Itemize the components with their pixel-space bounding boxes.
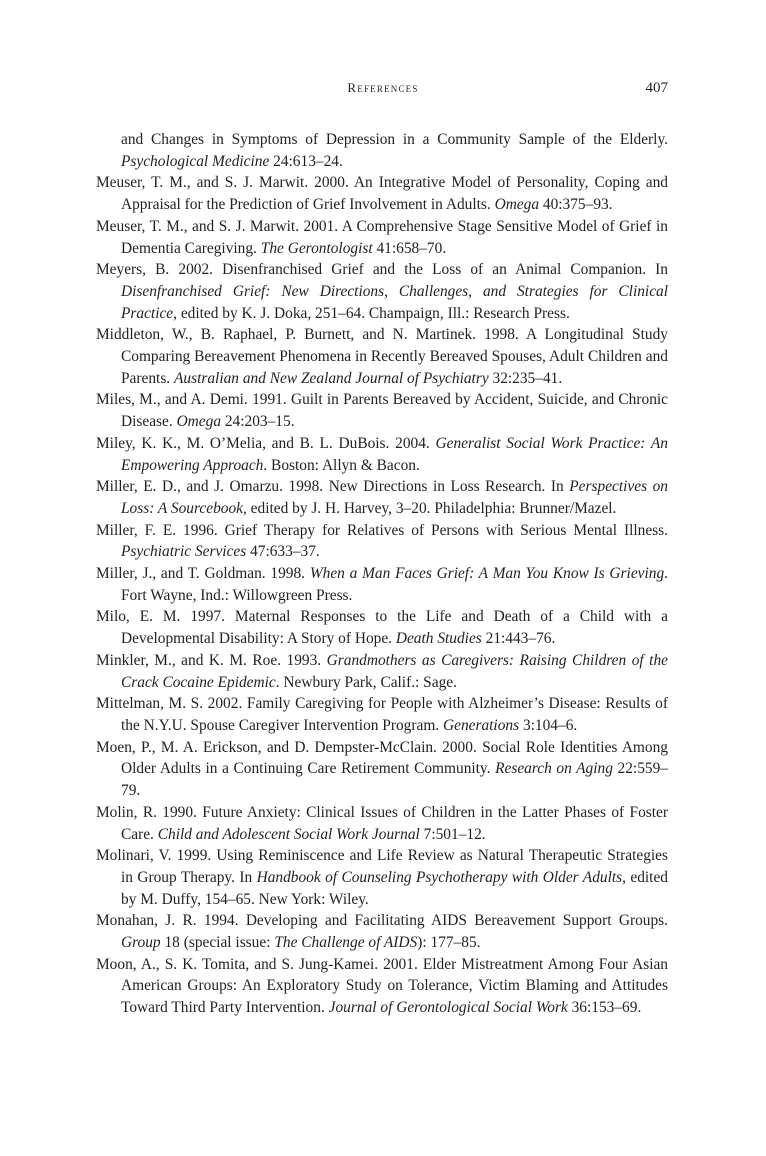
reference-title-italic: Disenfranchised Grief: New Directions, Challenges, and Strategies for Clinical Practice [121, 282, 668, 322]
reference-title-italic: Omega [176, 413, 222, 431]
reference-text: . Fort Wayne, Ind.: Willowgreen Press. [121, 565, 669, 604]
reference-text: ): 177–85. [417, 934, 481, 952]
reference-title-italic: Australian and New Zealand Journal of Psychiatry [174, 369, 489, 387]
reference-text: Middleton, W., B. Raphael, P. Burnett, and N. Martinek. 1998. A Longitudinal Study Comparing Bereavement Phenomena in Recently Bereaved Spouses, Adult Children and Parents. [96, 326, 668, 387]
reference-text: 36:153–69. [567, 999, 642, 1017]
reference-text: Minkler, M., and K. M. Roe. 1993. [96, 651, 327, 669]
reference-text: 21:443–76. [481, 630, 556, 648]
reference-text: , edited by K. J. Doka, 251–64. Champaign, Ill.: Research Press. [173, 304, 570, 322]
reference-entry [96, 433, 668, 476]
reference-title-italic: Psychological Medicine [121, 152, 270, 170]
reference-text: 40:375–93. [539, 196, 613, 214]
reference-entry [96, 563, 668, 606]
reference-text: 24:613–24. [269, 152, 343, 170]
reference-text: Mittelman, M. S. 2002. Family Caregiving for People with Alzheimer’s Disease: Results of the N.Y.U. Spouse Caregiver Intervention Program. [96, 695, 668, 734]
reference-text: 24:203–15. [221, 413, 295, 431]
reference-text: Moon, A., S. K. Tomita, and S. Jung-Kamei. 2001. Elder Mistreatment Among Four Asian American Groups: An Exploratory Study on Tolerance, Victim Blaming and Attitudes Toward Third Party Intervention. [96, 955, 668, 1017]
reference-text: 22:559–79. [121, 760, 668, 800]
reference-entry [96, 954, 668, 1019]
reference-text: Molin, R. 1990. Future Anxiety: Clinical Issues of Children in the Latter Phases of Foster Care. [96, 803, 668, 843]
reference-text: Monahan, J. R. 1994. Developing and Facilitating AIDS Bereavement Support Groups. [96, 912, 668, 930]
reference-entry [96, 259, 668, 324]
reference-text: 41:658–70. [372, 239, 447, 257]
page-number: 407 [645, 80, 668, 96]
reference-title-italic: Child and Adolescent Social Work Journal [157, 825, 420, 843]
reference-text: Miles, M., and A. Demi. 1991. Guilt in Parents Bereaved by Accident, Suicide, and Chronic Disease. [96, 391, 668, 431]
reference-text: Meyers, B. 2002. Disenfranchised Grief and the Loss of an Animal Companion. In [96, 261, 668, 279]
reference-text: 7:501–12. [419, 825, 486, 843]
reference-title-italic: Research on Aging [495, 760, 613, 778]
reference-title-italic: When a Man Faces Grief: A Man You Know Is Grieving [309, 565, 665, 583]
reference-text: Milo, E. M. 1997. Maternal Responses to the Life and Death of a Child with a Developmental Disability: A Story of Hope. [96, 608, 668, 648]
running-title: References [347, 80, 419, 95]
reference-list [96, 129, 668, 1019]
reference-entry [96, 693, 668, 736]
reference-text: Moen, P., M. A. Erickson, and D. Dempster-McClain. 2000. Social Role Identities Among Older Adults in a Continuing Care Retirement Community. [96, 738, 668, 778]
reference-entry [96, 216, 668, 259]
reference-entry [96, 802, 668, 845]
reference-text: Miller, E. D., and J. Omarzu. 1998. New Directions in Loss Research. In [96, 478, 570, 496]
reference-text: . Newbury Park, Calif.: Sage. [275, 673, 457, 691]
reference-entry [96, 737, 668, 802]
reference-text: , edited by J. H. Harvey, 3–20. Philadelphia: Brunner/Mazel. [242, 499, 617, 517]
reference-entry [96, 172, 668, 215]
reference-title-italic: Psychiatric Services [121, 543, 247, 561]
reference-title-italic: Handbook of Counseling Psychotherapy with Older Adults [256, 868, 623, 886]
reference-entry [96, 520, 668, 563]
reference-text: 47:633–37. [246, 543, 320, 561]
reference-entry-continued [96, 129, 668, 172]
reference-title-italic: Death Studies [395, 630, 482, 648]
reference-text: 18 (special issue: [160, 934, 275, 952]
reference-entry [96, 650, 668, 693]
reference-text: Miller, J., and T. Goldman. 1998. [96, 565, 310, 583]
reference-title-italic: Omega [494, 196, 540, 214]
reference-text: and Changes in Symptoms of Depression in a Community Sample of the Elderly. [121, 131, 668, 148]
reference-entry [96, 606, 668, 649]
reference-text: Meuser, T. M., and S. J. Marwit. 2000. An Integrative Model of Personality, Coping and Appraisal for the Prediction of Grief Involvement in Adults. [96, 174, 668, 214]
reference-title-italic: Journal of Gerontological Social Work [328, 999, 568, 1017]
reference-text: Miller, F. E. 1996. Grief Therapy for Relatives of Persons with Serious Mental Illness. [96, 521, 668, 539]
reference-title-italic: Group [121, 934, 161, 952]
reference-title-italic: The Gerontologist [260, 239, 373, 257]
reference-text: Molinari, V. 1999. Using Reminiscence and Life Review as Natural Therapeutic Strategies in Group Therapy. In [96, 847, 668, 886]
running-head [0, 80, 766, 100]
reference-title-italic: Grandmothers as Caregivers: Raising Children of the Crack Cocaine Epidemic [121, 651, 668, 691]
reference-text: , edited by M. Duffy, 154–65. New York: Wiley. [121, 868, 668, 908]
reference-text: . Boston: Allyn & Bacon. [263, 456, 420, 474]
reference-entry [96, 910, 668, 953]
reference-title-italic: The Challenge of AIDS [274, 934, 418, 952]
reference-text: 32:235–41. [488, 369, 563, 387]
reference-text: Meuser, T. M., and S. J. Marwit. 2001. A Comprehensive Stage Sensitive Model of Grief in Dementia Caregiving. [96, 217, 668, 257]
reference-entry [96, 845, 668, 910]
reference-text: 3:104–6. [519, 716, 578, 734]
reference-entry [96, 476, 668, 519]
reference-entry [96, 324, 668, 389]
reference-text: Miley, K. K., M. O’Melia, and B. L. DuBois. 2004. [96, 434, 436, 452]
reference-title-italic: Generations [443, 716, 520, 734]
reference-title-italic: Generalist Social Work Practice: An Empowering Approach [121, 434, 668, 474]
reference-title-italic: Perspectives on Loss: A Sourcebook [121, 478, 668, 517]
reference-entry [96, 389, 668, 432]
